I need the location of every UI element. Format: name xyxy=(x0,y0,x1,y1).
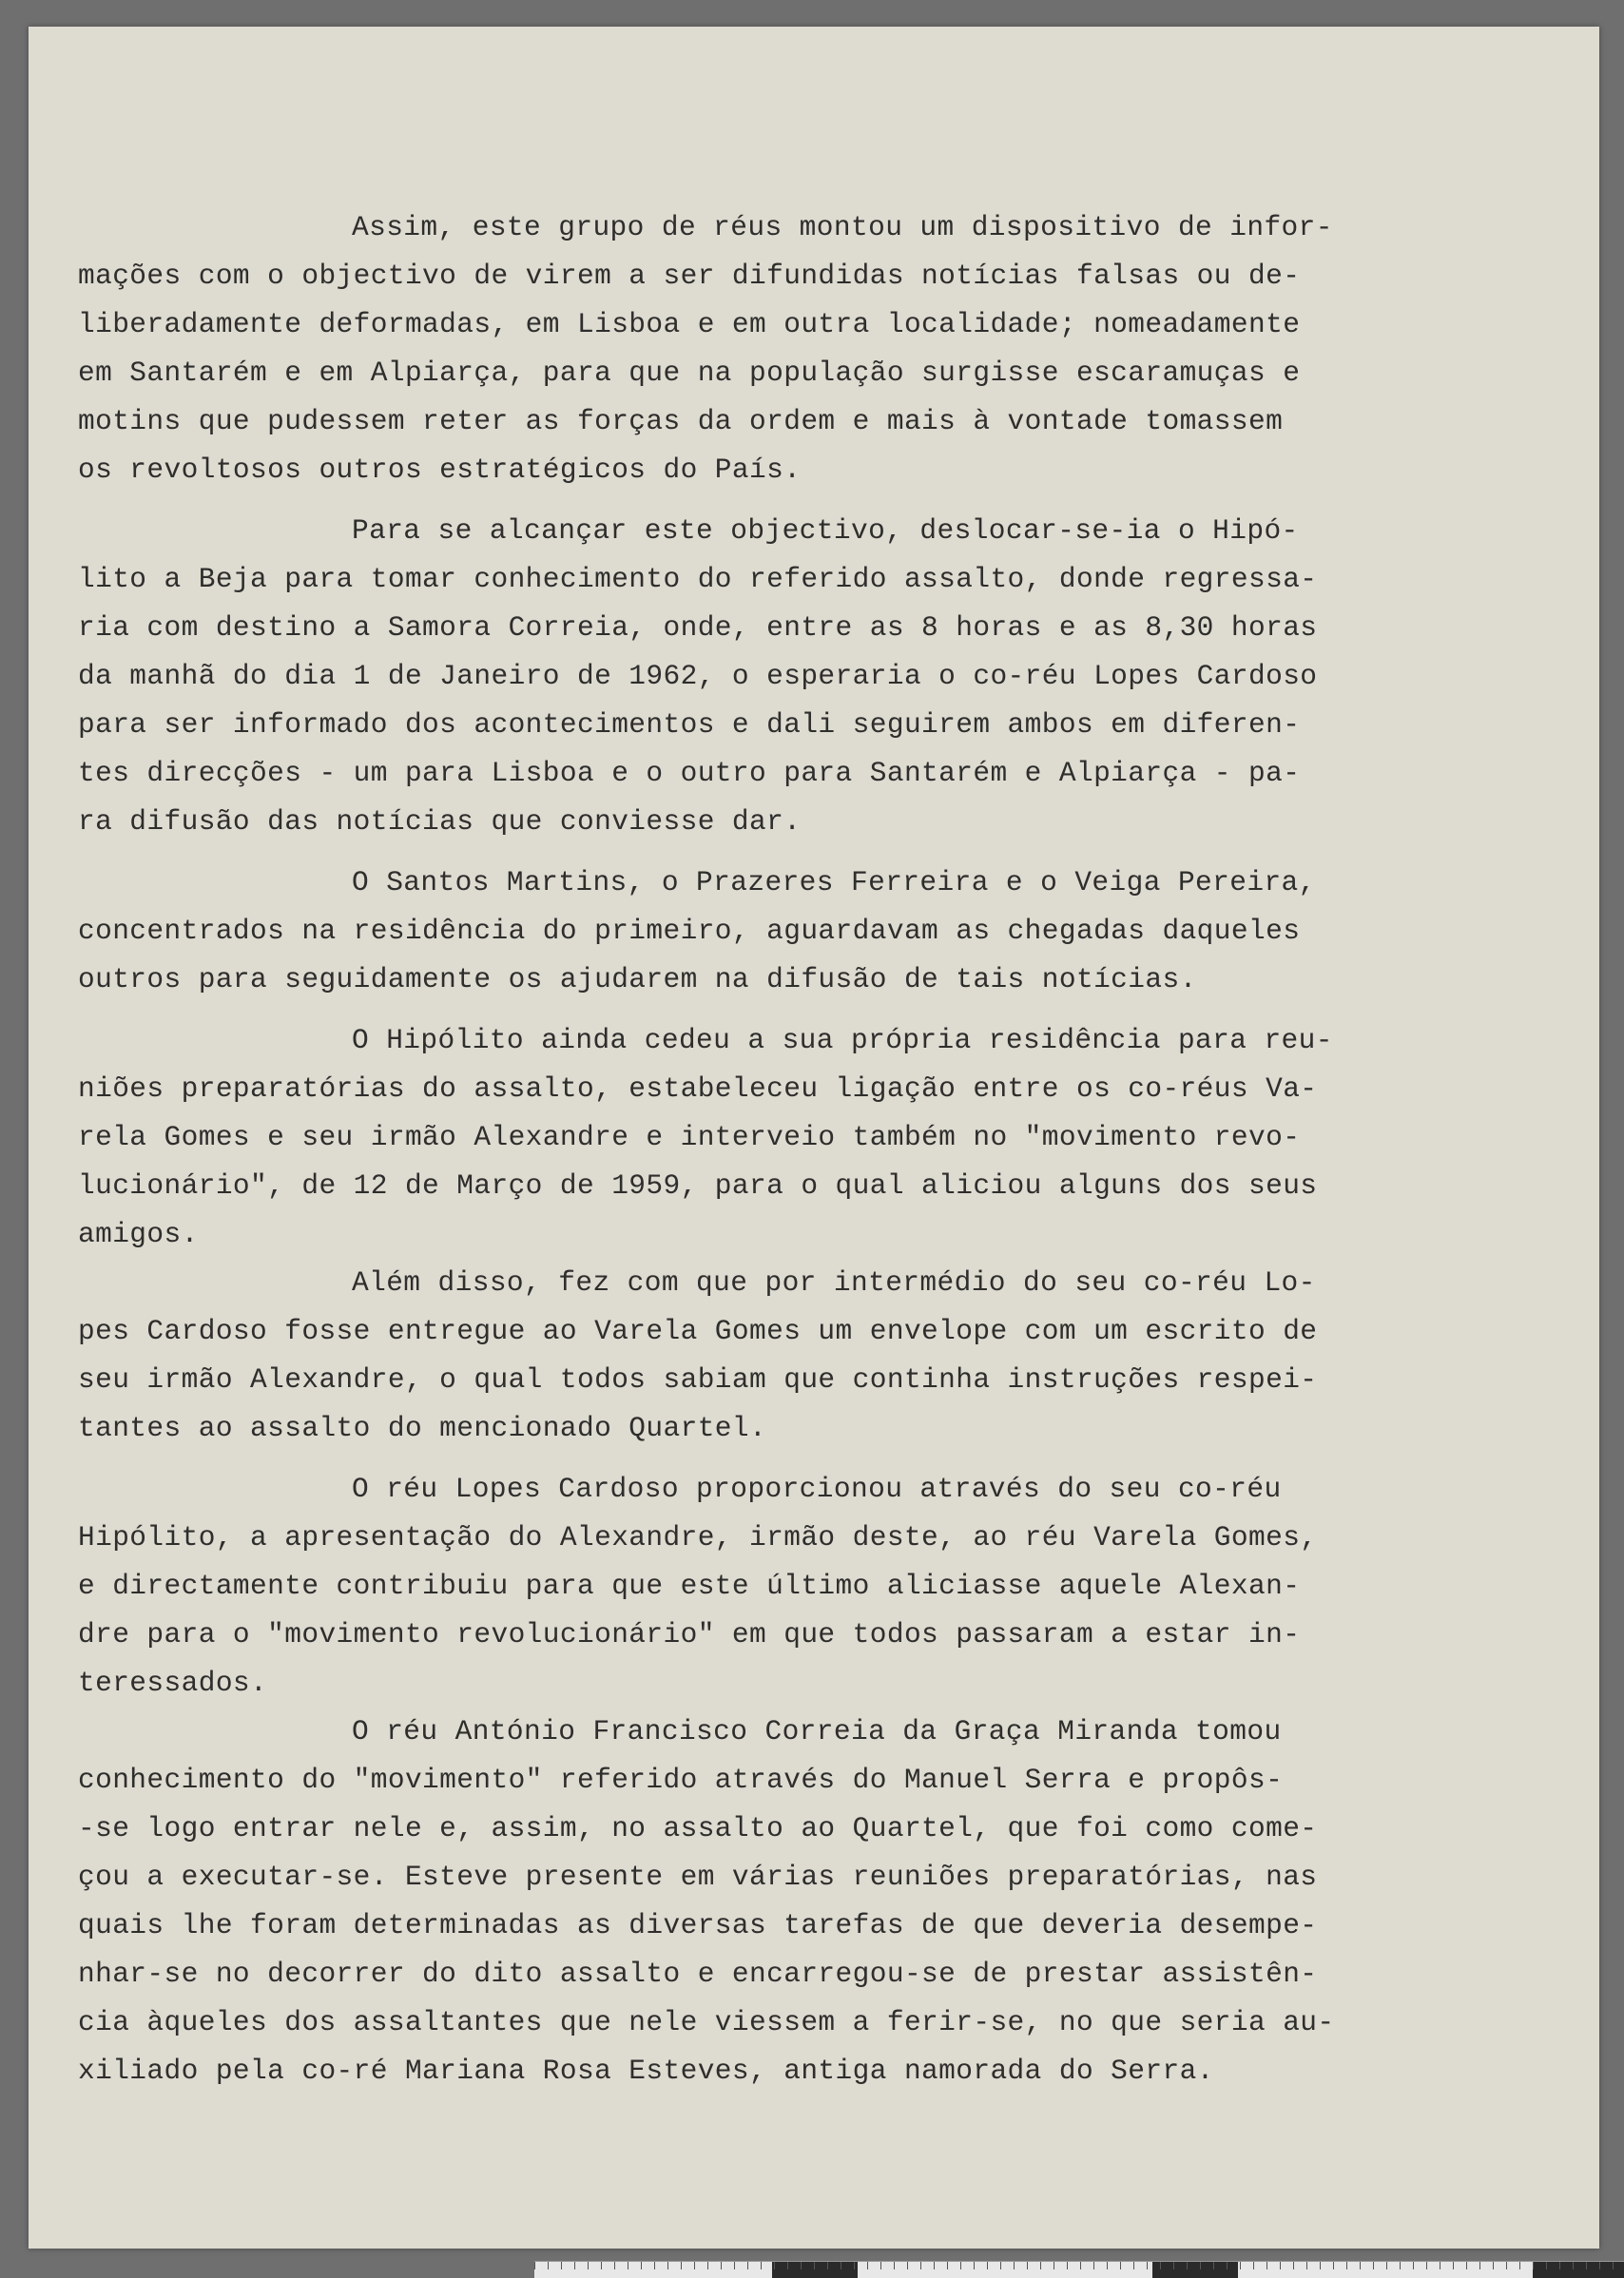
ruler-tick xyxy=(707,2262,708,2269)
ruler-tick xyxy=(721,2262,722,2269)
text-line: Assim, este grupo de réus montou um dispositivo de infor- xyxy=(352,211,1333,243)
text-line: mações com o objectivo de virem a ser difundidas notícias falsas ou de- xyxy=(78,260,1301,292)
text-line: Além disso, fez com que por intermédio do seu co-réu Lo- xyxy=(352,1266,1316,1299)
ruler-tick xyxy=(1573,2262,1574,2269)
ruler-tick xyxy=(1533,2262,1534,2269)
ruler-tick xyxy=(1413,2262,1414,2269)
ruler-tick xyxy=(1080,2262,1081,2269)
ruler-tick xyxy=(867,2262,868,2269)
ruler-tick xyxy=(1160,2262,1161,2269)
ruler-tick xyxy=(1280,2262,1281,2269)
ruler-tick xyxy=(641,2262,642,2269)
ruler-tick xyxy=(1000,2262,1001,2269)
ruler-tick xyxy=(1506,2262,1507,2269)
ruler-tick xyxy=(601,2262,602,2269)
ruler-tick xyxy=(654,2262,655,2269)
text-line: niões preparatórias do assalto, estabeleceu ligação entre os co-réus Va- xyxy=(78,1072,1318,1105)
ruler-tick xyxy=(1133,2262,1134,2269)
text-line: motins que pudessem reter as forças da ordem e mais à vontade tomassem xyxy=(78,405,1284,437)
ruler-tick xyxy=(787,2262,788,2269)
ruler-tick xyxy=(1306,2262,1307,2269)
ruler-tick xyxy=(1360,2262,1361,2269)
ruler-tick xyxy=(1147,2262,1148,2269)
ruler-tick xyxy=(854,2262,855,2269)
ruler-tick xyxy=(747,2262,748,2269)
ruler-tick xyxy=(1373,2262,1374,2269)
text-line: cia àqueles dos assaltantes que nele viessem a ferir-se, no que seria au- xyxy=(78,2006,1335,2038)
ruler-tick xyxy=(761,2262,762,2269)
ruler-segment xyxy=(1152,2262,1238,2278)
ruler-tick xyxy=(1493,2262,1494,2269)
ruler-tick xyxy=(1613,2262,1614,2269)
ruler-tick xyxy=(894,2262,895,2269)
text-line: em Santarém e em Alpiarça, para que na população surgisse escaramuças e xyxy=(78,357,1301,389)
ruler-tick xyxy=(907,2262,908,2269)
ruler-tick xyxy=(1466,2262,1467,2269)
text-line: O réu António Francisco Correia da Graça Miranda tomou xyxy=(352,1715,1282,1747)
ruler-tick xyxy=(1173,2262,1174,2269)
text-line: pes Cardoso fosse entregue ao Varela Gomes um envelope com um escrito de xyxy=(78,1315,1318,1347)
ruler-tick xyxy=(1386,2262,1387,2269)
ruler-segment xyxy=(772,2262,858,2278)
text-line: para ser informado dos acontecimentos e dali seguirem ambos em diferen- xyxy=(78,708,1301,741)
ruler-tick xyxy=(1479,2262,1480,2269)
text-line: Hipólito, a apresentação do Alexandre, irmão deste, ao réu Varela Gomes, xyxy=(78,1521,1318,1554)
ruler-tick xyxy=(814,2262,815,2269)
ruler-tick xyxy=(1293,2262,1294,2269)
ruler-tick xyxy=(734,2262,735,2269)
ruler-tick xyxy=(534,2262,535,2269)
text-line: liberadamente deformadas, em Lisboa e em outra localidade; nomeadamente xyxy=(78,308,1301,340)
ruler-tick xyxy=(1453,2262,1454,2269)
text-line: tantes ao assalto do mencionado Quartel. xyxy=(78,1412,767,1444)
ruler-tick xyxy=(1559,2262,1560,2269)
ruler-tick xyxy=(1120,2262,1121,2269)
text-line: tes direcções - um para Lisboa e o outro para Santarém e Alpiarça - pa- xyxy=(78,757,1301,789)
text-line: O Santos Martins, o Prazeres Ferreira e o Veiga Pereira, xyxy=(352,866,1316,898)
text-line: Para se alcançar este objectivo, deslocar-se-ia o Hipó- xyxy=(352,514,1299,547)
text-line: amigos. xyxy=(78,1218,199,1250)
text-line: nhar-se no decorrer do dito assalto e encarregou-se de prestar assistên- xyxy=(78,1958,1318,1990)
ruler-tick xyxy=(694,2262,695,2269)
ruler-tick xyxy=(1200,2262,1201,2269)
ruler-tick xyxy=(588,2262,589,2269)
ruler-tick xyxy=(548,2262,549,2269)
ruler-tick xyxy=(561,2262,562,2269)
ruler-tick xyxy=(1014,2262,1015,2269)
ruler-tick xyxy=(1519,2262,1520,2269)
text-line: ria com destino a Samora Correia, onde, entre as 8 horas e as 8,30 horas xyxy=(78,611,1318,644)
text-line: seu irmão Alexandre, o qual todos sabiam que continha instruções respei- xyxy=(78,1363,1318,1396)
document-body xyxy=(78,203,1390,2095)
text-line: da manhã do dia 1 de Janeiro de 1962, o esperaria o co-réu Lopes Cardoso xyxy=(78,660,1318,692)
ruler-tick xyxy=(1107,2262,1108,2269)
text-line: lito a Beja para tomar conhecimento do referido assalto, donde regressa- xyxy=(78,563,1318,595)
text-line: -se logo entrar nele e, assim, no assalto ao Quartel, que foi como come- xyxy=(78,1812,1318,1844)
paragraph-gap xyxy=(78,494,1390,507)
ruler-tick xyxy=(827,2262,828,2269)
text-line: os revoltosos outros estratégicos do País. xyxy=(78,454,802,486)
ruler-tick xyxy=(987,2262,988,2269)
text-line: quais lhe foram determinadas as diversas tarefas de que deveria desempe- xyxy=(78,1909,1318,1941)
ruler-tick xyxy=(667,2262,668,2269)
text-line: O réu Lopes Cardoso proporcionou através do seu co-réu xyxy=(352,1473,1282,1505)
ruler-tick xyxy=(1227,2262,1228,2269)
ruler-tick xyxy=(1067,2262,1068,2269)
ruler-tick xyxy=(1093,2262,1094,2269)
ruler-tick xyxy=(614,2262,615,2269)
ruler-tick xyxy=(1213,2262,1214,2269)
ruler-tick xyxy=(1346,2262,1347,2269)
ruler-tick xyxy=(1253,2262,1254,2269)
ruler-tick xyxy=(1546,2262,1547,2269)
ruler-tick xyxy=(1266,2262,1267,2269)
text-line: çou a executar-se. Esteve presente em várias reuniões preparatórias, nas xyxy=(78,1861,1318,1893)
text-line: conhecimento do "movimento" referido através do Manuel Serra e propôs- xyxy=(78,1764,1284,1796)
text-line: concentrados na residência do primeiro, aguardavam as chegadas daqueles xyxy=(78,915,1301,947)
ruler-tick xyxy=(1027,2262,1028,2269)
ruler-tick xyxy=(1426,2262,1427,2269)
ruler-tick xyxy=(574,2262,575,2269)
ruler-tick xyxy=(801,2262,802,2269)
text-line: ra difusão das notícias que conviesse dar. xyxy=(78,805,802,838)
ruler-tick xyxy=(1187,2262,1188,2269)
ruler-tick xyxy=(920,2262,921,2269)
ruler-tick xyxy=(1320,2262,1321,2269)
text-line: outros para seguidamente os ajudarem na difusão de tais notícias. xyxy=(78,963,1197,995)
ruler-tick xyxy=(974,2262,975,2269)
ruler-tick xyxy=(934,2262,935,2269)
text-line: lucionário", de 12 de Março de 1959, para o qual aliciou alguns dos seus xyxy=(78,1169,1318,1202)
ruler-tick xyxy=(880,2262,881,2269)
text-line: e directamente contribuiu para que este último aliciasse aquele Alexan- xyxy=(78,1570,1301,1602)
text-line: dre para o "movimento revolucionário" em que todos passaram a estar in- xyxy=(78,1618,1301,1651)
ruler-tick xyxy=(774,2262,775,2269)
ruler-tick xyxy=(1586,2262,1587,2269)
ruler-tick xyxy=(681,2262,682,2269)
ruler-tick xyxy=(1599,2262,1600,2269)
ruler-tick xyxy=(1400,2262,1401,2269)
ruler-tick xyxy=(1333,2262,1334,2269)
paragraph-gap xyxy=(78,1453,1390,1465)
ruler-tick xyxy=(1040,2262,1041,2269)
ruler-tick xyxy=(947,2262,948,2269)
ruler-tick xyxy=(1240,2262,1241,2269)
ruler-tick xyxy=(960,2262,961,2269)
paragraph-gap xyxy=(78,846,1390,859)
text-line: teressados. xyxy=(78,1667,268,1699)
scale-ruler xyxy=(534,2261,1624,2278)
text-line: O Hipólito ainda cedeu a sua própria residência para reu- xyxy=(352,1024,1333,1056)
paragraph-gap xyxy=(78,1004,1390,1016)
typewritten-page xyxy=(29,27,1599,2249)
text-line: rela Gomes e seu irmão Alexandre e interveio também no "movimento revo- xyxy=(78,1121,1301,1153)
text-line: xiliado pela co-ré Mariana Rosa Esteves, antiga namorada do Serra. xyxy=(78,2055,1214,2087)
